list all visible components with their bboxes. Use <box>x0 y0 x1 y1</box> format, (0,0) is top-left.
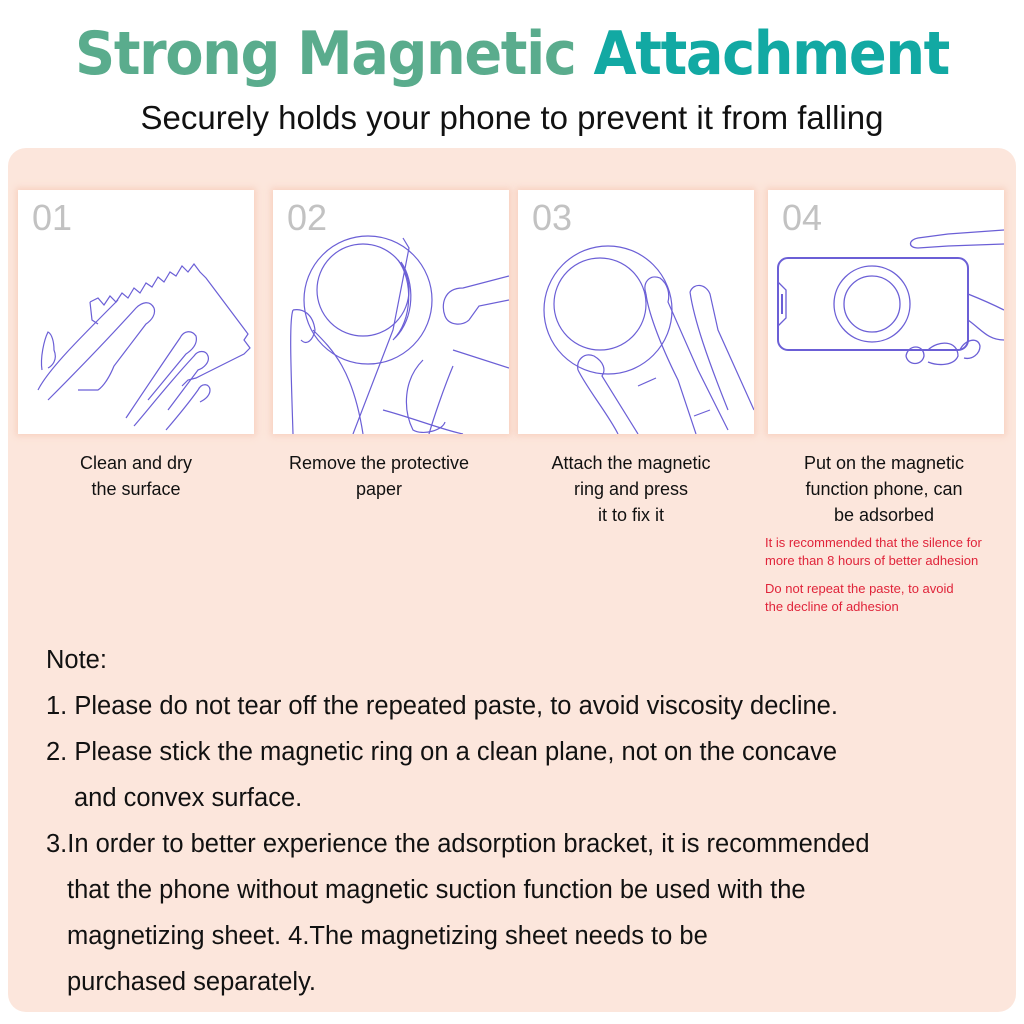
title-part-strong-magnetic: Strong Magnetic <box>75 19 576 89</box>
caption-line: ring and press <box>573 479 689 499</box>
warning-line: It is recommended that the silence for <box>765 535 982 550</box>
warning-note-no-repeat <box>765 580 1015 616</box>
caption-line: paper <box>355 479 403 499</box>
note-line: 3.In order to better experience the adsorption bracket, it is recommended <box>46 830 870 858</box>
step-caption-04 <box>764 450 1004 528</box>
notes-heading: Note: <box>46 646 107 674</box>
note-line: magnetizing sheet. 4.The magnetizing sheet needs to be <box>67 922 708 950</box>
caption-line: Put on the magnetic <box>803 453 965 473</box>
title-part-attachment: Attachment <box>593 19 949 89</box>
instructions-panel <box>8 148 1016 1012</box>
page-subtitle: Securely holds your phone to prevent it from falling <box>140 99 884 136</box>
step-caption-03 <box>511 450 751 528</box>
warning-note-silence <box>765 534 1015 570</box>
step-number: 02 <box>287 197 328 238</box>
caption-line: be adsorbed <box>833 505 935 525</box>
note-line: and convex surface. <box>74 784 303 812</box>
caption-line: it to fix it <box>597 505 664 525</box>
step-number: 01 <box>32 197 73 238</box>
step-card-04 <box>768 190 1004 434</box>
note-line: 1. Please do not tear off the repeated paste, to avoid viscosity decline. <box>46 692 838 720</box>
caption-line: the surface <box>91 479 181 499</box>
step-caption-02 <box>259 450 499 502</box>
note-line: 2. Please stick the magnetic ring on a clean plane, not on the concave <box>46 738 837 766</box>
note-line: purchased separately. <box>67 968 317 996</box>
step-card-03 <box>518 190 754 434</box>
step-card-01 <box>18 190 254 434</box>
step-number: 03 <box>532 197 573 238</box>
caption-line: Clean and dry <box>79 453 193 473</box>
step-card-02 <box>273 190 509 434</box>
warning-line: Do not repeat the paste, to avoid <box>765 581 954 596</box>
caption-line: Remove the protective <box>288 453 470 473</box>
note-line: that the phone without magnetic suction function be used with the <box>67 876 806 904</box>
warning-line: the decline of adhesion <box>765 599 899 614</box>
caption-line: Attach the magnetic <box>551 453 711 473</box>
warning-line: more than 8 hours of better adhesion <box>765 553 979 568</box>
step-number: 04 <box>782 197 823 238</box>
caption-line: function phone, can <box>805 479 963 499</box>
step-caption-01 <box>16 450 256 502</box>
page-title <box>36 18 988 90</box>
